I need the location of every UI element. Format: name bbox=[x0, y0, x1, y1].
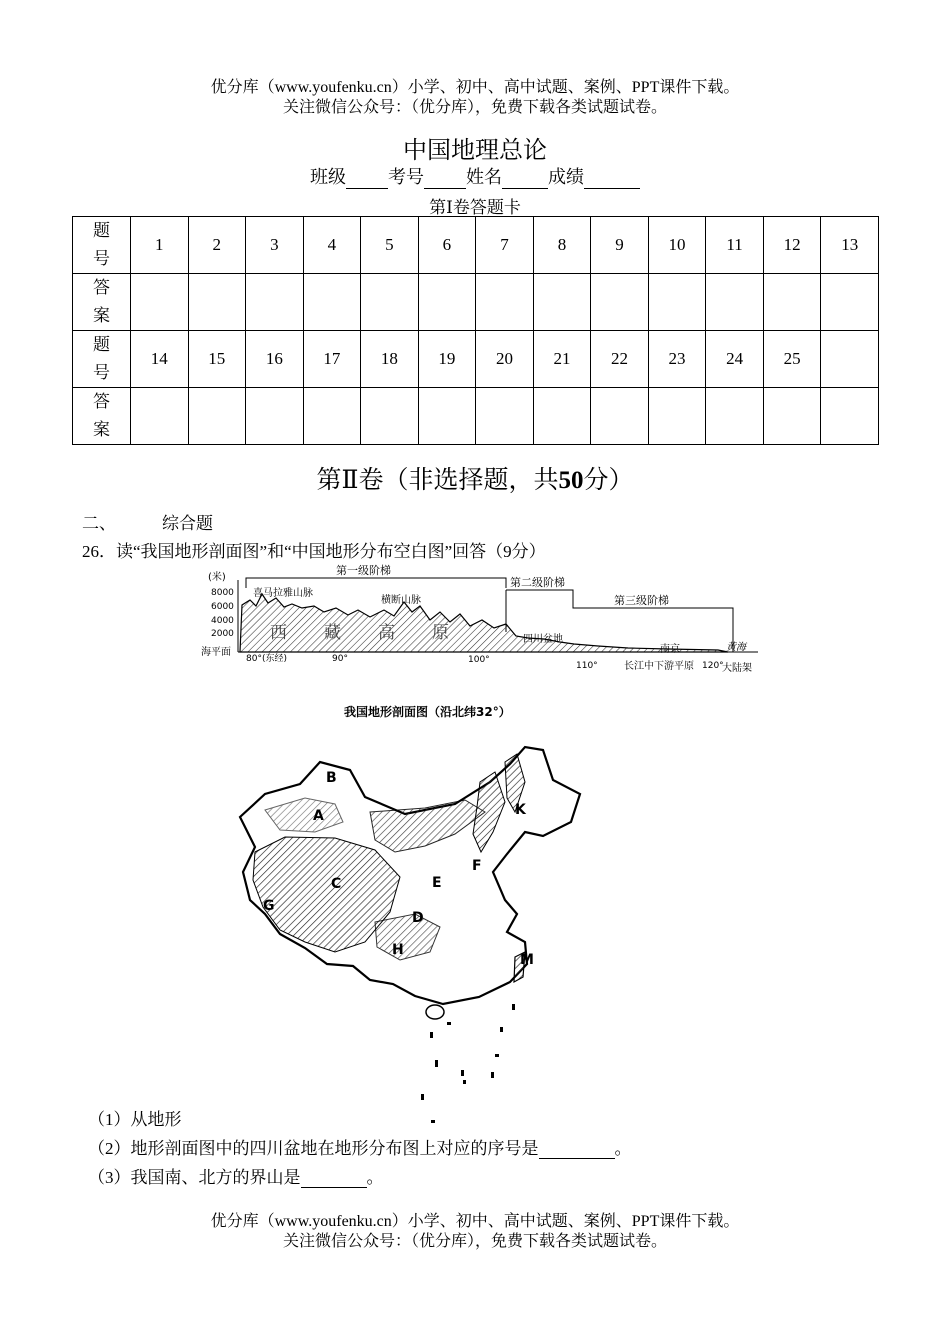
hainan-island bbox=[426, 1005, 444, 1019]
num-cell: 6 bbox=[418, 217, 476, 274]
answer-cell[interactable] bbox=[648, 388, 706, 445]
map-label-f: F bbox=[472, 858, 482, 874]
section-2-prefix: 第Ⅱ卷（非选择题，共 bbox=[316, 467, 559, 494]
profile-unit: (米) bbox=[208, 572, 226, 583]
table-row bbox=[73, 274, 879, 331]
answer-cell[interactable] bbox=[533, 388, 591, 445]
step-1-bracket bbox=[246, 578, 506, 588]
answer-cell[interactable] bbox=[303, 274, 361, 331]
plateau-char: 原 bbox=[432, 623, 449, 643]
answer-cell[interactable] bbox=[418, 388, 476, 445]
answer-cell[interactable] bbox=[188, 274, 246, 331]
answer-cell[interactable] bbox=[706, 388, 764, 445]
num-cell: 11 bbox=[706, 217, 764, 274]
num-label-cell: 题 号 bbox=[73, 217, 131, 274]
num-cell: 2 bbox=[188, 217, 246, 274]
basin-label: 四川盆地 bbox=[523, 634, 563, 645]
num-cell: 12 bbox=[763, 217, 821, 274]
num-cell: 14 bbox=[131, 331, 189, 388]
map-label-h: H bbox=[392, 942, 404, 958]
answer-cell[interactable] bbox=[303, 388, 361, 445]
answer-cell[interactable] bbox=[591, 274, 649, 331]
num-cell: 25 bbox=[763, 331, 821, 388]
plain-label: 长江中下游平原 bbox=[624, 661, 694, 672]
answer-cell[interactable] bbox=[648, 274, 706, 331]
lon-tick: 100° bbox=[468, 655, 490, 665]
student-info bbox=[0, 163, 950, 189]
num-cell: 23 bbox=[648, 331, 706, 388]
part-number: 二、 bbox=[82, 514, 116, 533]
answer-cell[interactable] bbox=[821, 274, 879, 331]
sea-level-label: 海平面 bbox=[201, 647, 231, 658]
section-2-suffix: 分） bbox=[583, 467, 634, 494]
map-label-a: A bbox=[313, 808, 324, 824]
class-blank[interactable] bbox=[346, 170, 388, 189]
num-cell: 19 bbox=[418, 331, 476, 388]
subquestion-2-blank[interactable] bbox=[539, 1142, 615, 1159]
num-cell: 22 bbox=[591, 331, 649, 388]
map-label-k: K bbox=[515, 802, 526, 818]
name-label: 姓名 bbox=[466, 167, 502, 187]
shelf-label: 大陆架 bbox=[722, 663, 752, 674]
answer-cell[interactable] bbox=[706, 274, 764, 331]
header-line-2: 关注微信公众号：（优分库），免费下载各类试题试卷。 bbox=[282, 99, 667, 116]
answer-cell[interactable] bbox=[418, 274, 476, 331]
answer-cell[interactable] bbox=[763, 274, 821, 331]
num-cell: 16 bbox=[246, 331, 304, 388]
part-heading bbox=[82, 509, 213, 534]
section-2-score: 50 bbox=[558, 467, 584, 494]
footer-line-1: 优分库（www.youfenku.cn）小学、初中、高中试题、案例、PPT课件下载。 bbox=[210, 1213, 740, 1230]
answer-cell[interactable] bbox=[533, 274, 591, 331]
map-label-b: B bbox=[326, 770, 337, 786]
answer-cell[interactable] bbox=[188, 388, 246, 445]
step-2-bracket bbox=[506, 590, 573, 632]
answer-card-table bbox=[72, 216, 879, 445]
yellow-sea-label: 黄海 bbox=[726, 642, 746, 653]
subquestion-3 bbox=[88, 1163, 384, 1188]
step-2-label: 第二级阶梯 bbox=[510, 576, 565, 589]
num-label-cell: 题 号 bbox=[73, 331, 131, 388]
step-3-bracket bbox=[573, 600, 733, 652]
nanjing-label: 南京 bbox=[660, 644, 680, 655]
subquestion-3-end: 。 bbox=[366, 1168, 384, 1187]
answer-cell[interactable] bbox=[361, 274, 419, 331]
step-3-label: 第三级阶梯 bbox=[614, 594, 669, 607]
subquestion-2-end: 。 bbox=[614, 1139, 632, 1158]
step-1-label: 第一级阶梯 bbox=[336, 564, 391, 577]
y-tick: 6000 bbox=[211, 602, 234, 612]
table-row bbox=[73, 217, 879, 274]
lon-tick: 120° bbox=[702, 661, 724, 671]
num-cell: 13 bbox=[821, 217, 879, 274]
page-title: 中国地理总论 bbox=[403, 138, 547, 164]
num-cell: 15 bbox=[188, 331, 246, 388]
name-blank[interactable] bbox=[502, 170, 548, 189]
y-tick: 8000 bbox=[211, 588, 234, 598]
hengduan-label: 横断山脉 bbox=[381, 595, 421, 606]
plateau-char: 高 bbox=[378, 623, 395, 643]
answer-cell[interactable] bbox=[246, 388, 304, 445]
exam-no-blank[interactable] bbox=[424, 170, 466, 189]
table-row bbox=[73, 388, 879, 445]
map-label-m: M bbox=[520, 952, 534, 968]
num-cell: 24 bbox=[706, 331, 764, 388]
num-cell bbox=[821, 331, 879, 388]
answer-cell[interactable] bbox=[131, 388, 189, 445]
num-cell: 17 bbox=[303, 331, 361, 388]
num-cell: 20 bbox=[476, 331, 534, 388]
ans-label-cell: 答 案 bbox=[73, 274, 131, 331]
exam-no-label: 考号 bbox=[388, 167, 424, 187]
lon-tick: 80°(东经) bbox=[246, 654, 287, 664]
lon-tick: 90° bbox=[332, 654, 348, 664]
num-cell: 4 bbox=[303, 217, 361, 274]
south-sea-islands bbox=[421, 1004, 515, 1123]
answer-cell[interactable] bbox=[361, 388, 419, 445]
part-name: 综合题 bbox=[162, 514, 213, 533]
num-cell: 5 bbox=[361, 217, 419, 274]
terrain-profile-figure bbox=[198, 560, 760, 720]
score-blank[interactable] bbox=[584, 170, 640, 189]
num-cell: 9 bbox=[591, 217, 649, 274]
subquestion-2-text: （2）地形剖面图中的四川盆地在地形分布图上对应的序号是 bbox=[88, 1139, 539, 1158]
map-label-e: E bbox=[432, 875, 442, 891]
map-label-d: D bbox=[412, 910, 424, 926]
header-line-1: 优分库（www.youfenku.cn）小学、初中、高中试题、案例、PPT课件下载。 bbox=[210, 79, 740, 96]
footer-line-2: 关注微信公众号：（优分库），免费下载各类试题试卷。 bbox=[282, 1233, 667, 1250]
subquestion-1: （1）从地形 bbox=[88, 1110, 182, 1129]
map-label-c: C bbox=[331, 876, 342, 892]
answer-cell[interactable] bbox=[821, 388, 879, 445]
answer-card-title: 第Ⅰ卷答题卡 bbox=[429, 198, 521, 217]
profile-caption: 我国地形剖面图（沿北纬32°） bbox=[344, 705, 511, 719]
answer-cell[interactable] bbox=[246, 274, 304, 331]
himalaya-label: 喜马拉雅山脉 bbox=[253, 588, 313, 599]
subquestion-3-blank[interactable] bbox=[301, 1171, 367, 1188]
y-tick: 4000 bbox=[211, 616, 234, 626]
map-label-g: G bbox=[263, 898, 275, 914]
question-26: 26．读“我国地形剖面图”和“中国地形分布空白图”回答（9分） bbox=[82, 542, 546, 561]
subquestion-2 bbox=[88, 1134, 632, 1159]
num-cell: 10 bbox=[648, 217, 706, 274]
plateau-char: 西 bbox=[270, 623, 287, 643]
num-cell: 8 bbox=[533, 217, 591, 274]
score-label: 成绩 bbox=[548, 167, 584, 187]
num-cell: 7 bbox=[476, 217, 534, 274]
num-cell: 18 bbox=[361, 331, 419, 388]
answer-cell[interactable] bbox=[476, 274, 534, 331]
subquestion-3-text: （3）我国南、北方的界山是 bbox=[88, 1168, 301, 1187]
y-tick: 2000 bbox=[211, 629, 234, 639]
answer-cell[interactable] bbox=[476, 388, 534, 445]
num-cell: 1 bbox=[131, 217, 189, 274]
answer-cell[interactable] bbox=[763, 388, 821, 445]
answer-cell[interactable] bbox=[591, 388, 649, 445]
ans-label-cell: 答 案 bbox=[73, 388, 131, 445]
num-cell: 21 bbox=[533, 331, 591, 388]
num-cell: 3 bbox=[246, 217, 304, 274]
answer-cell[interactable] bbox=[131, 274, 189, 331]
section-2-title bbox=[0, 460, 950, 496]
table-row bbox=[73, 331, 879, 388]
lon-tick: 110° bbox=[576, 661, 598, 671]
plateau-char: 藏 bbox=[324, 623, 341, 643]
china-terrain-map bbox=[225, 742, 595, 1127]
class-label: 班级 bbox=[310, 167, 346, 187]
